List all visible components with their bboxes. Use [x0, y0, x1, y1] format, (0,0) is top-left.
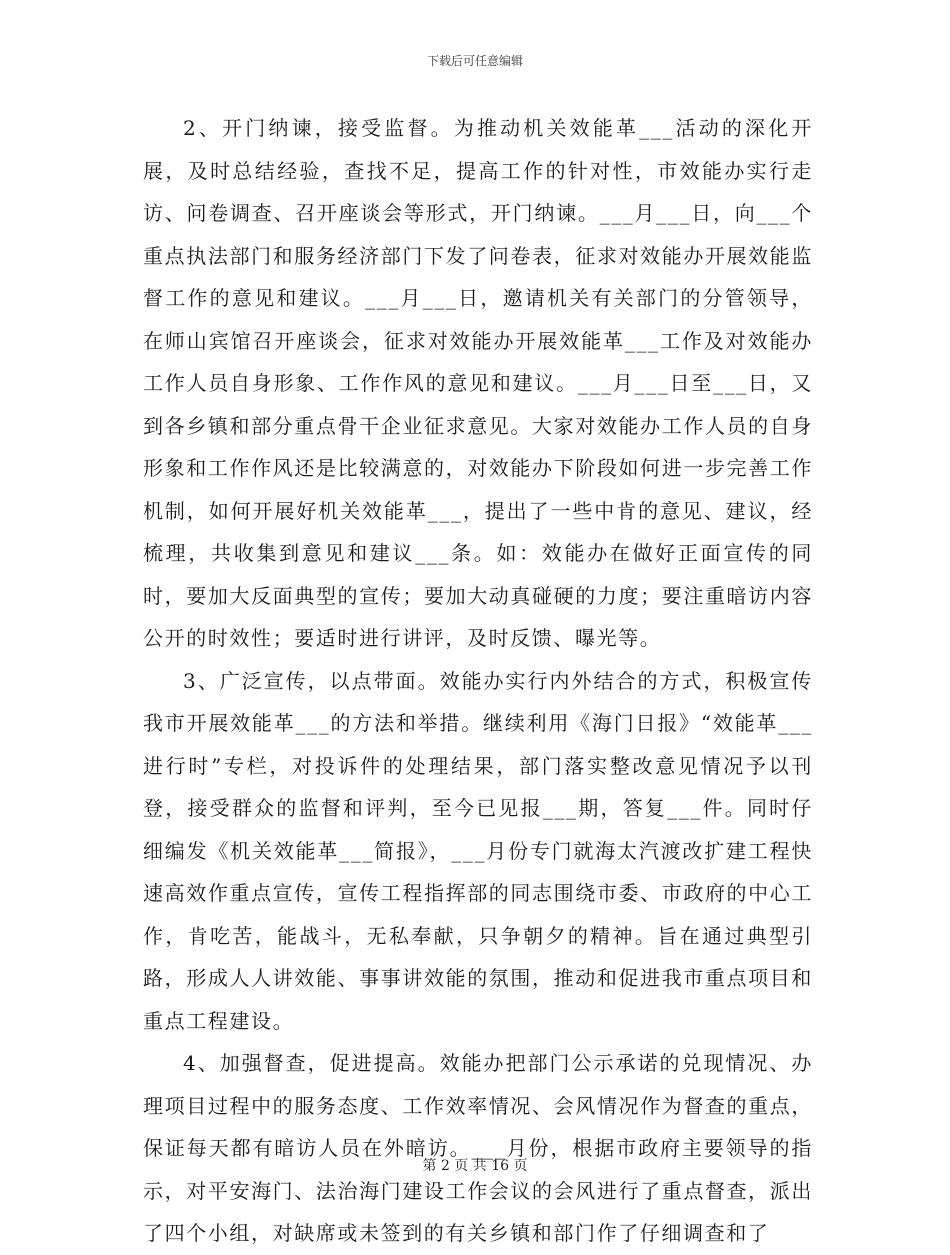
paragraph-2: 2、开门纳谏，接受监督。为推动机关效能革___活动的深化开展，及时总结经验，查找不足，提高工作的针对性，市效能办实行走访、问卷调查、召开座谈会等形式，开门纳谏。___月___日，向___个重点执法部门和服务经济部门下发了问卷表，征求对效能办开展效能监督工作的意见和建议。___月___日，邀请机关有关部门的分管领导，在师山宾馆召开座谈会，征求对效能办开展效能革___工作及对效能办工作人员自身形象、工作作风的意见和建议。___月___日至___日，又到各乡镇和部分重点骨干企业征求意见。大家对效能办工作人员的自身形象和工作作风还是比较满意的，对效能办下阶段如何进一步完善工作机制，如何开展好机关效能革___，提出了一些中肯的意见、建议，经梳理，共收集到意见和建议___条。如：效能办在做好正面宣传的同时，要加大反面典型的宣传；要加大动真碰硬的力度；要注重暗访内容公开的时效性；要适时进行讲评，及时反馈、曝光等。 [143, 116, 813, 650]
document-body [143, 107, 813, 1255]
paragraph-3: 3、广泛宣传，以点带面。效能办实行内外结合的方式，积极宣传我市开展效能革___的方法和举措。继续利用《海门日报》“效能革___进行时”专栏，对投诉件的处理结果，部门落实整改意见情况予以刊登，接受群众的监督和评判，至今已见报___期，答复___件。同时仔细编发《机关效能革___简报》，___月份专门就海太汽渡改扩建工程快速高效作重点宣传，宣传工程指挥部的同志围绕市委、市政府的中心工作，肯吃苦，能战斗，无私奉献，只争朝夕的精神。旨在通过典型引路，形成人人讲效能、事事讲效能的氛围，推动和促进我市重点项目和重点工程建设。 [143, 668, 813, 1033]
page-header: 下载后可任意编辑 [426, 54, 523, 68]
page-footer: 第 2 页 共 16 页 [422, 1158, 528, 1174]
paragraph-4: 4、加强督查，促进提高。效能办把部门公示承诺的兑现情况、办理项目过程中的服务态度、工作效率情况、会风情况作为督查的重点，保证每天都有暗访人员在外暗访。___月份，根据市政府主要领导的指示，对平安海门、法治海门建设工作会议的会风进行了重点督查，派出了四个小组，对缺席或未签到的有关乡镇和部门作了仔细调查和了 [143, 1051, 813, 1245]
